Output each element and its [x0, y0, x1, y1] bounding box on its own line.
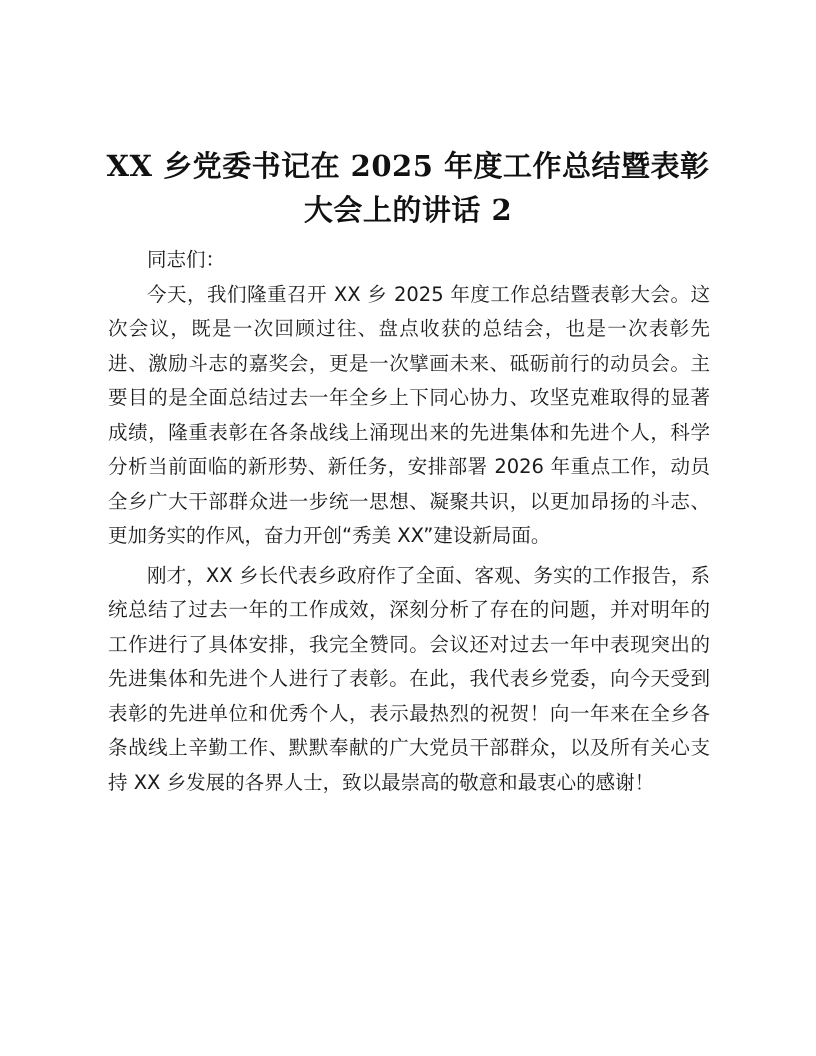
document-title: XX 乡党委书记在 2025 年度工作总结暨表彰大会上的讲话 2	[106, 149, 710, 227]
salutation: 同志们：	[147, 248, 226, 271]
document-body	[108, 243, 710, 805]
paragraph-2: 刚才，XX 乡长代表乡政府作了全面、客观、务实的工作报告，系统总结了过去一年的工作成效，深刻分析了存在的问题，并对明年的工作进行了具体安排，我完全赞同。会议还对过去一年中表现突出的先进集体和先进个人进行了表彰。在此，我代表乡党委，向今天受到表彰的先进单位和优秀个人，表示最热烈的祝贺！向一年来在全乡各条战线上辛勤工作、默默奉献的广大党员干部群众，以及所有关心支持 XX 乡发展的各界人士，致以最崇高的敬意和最衷心的感谢！	[108, 563, 710, 794]
paragraph-1: 今天，我们隆重召开 XX 乡 2025 年度工作总结暨表彰大会。这次会议，既是一次回顾过往、盘点收获的总结会，也是一次表彰先进、激励斗志的嘉奖会，更是一次擘画未来、砥砺前行的动员会。主要目的是全面总结过去一年全乡上下同心协力、攻坚克难取得的显著成绩，隆重表彰在各条战线上涌现出来的先进集体和先进个人，科学分析当前面临的新形势、新任务，安排部署 2026 年重点工作，动员全乡广大干部群众进一步统一思想、凝聚共识，以更加昂扬的斗志、更加务实的作风，奋力开创“秀美 XX”建设新局面。	[108, 282, 710, 547]
